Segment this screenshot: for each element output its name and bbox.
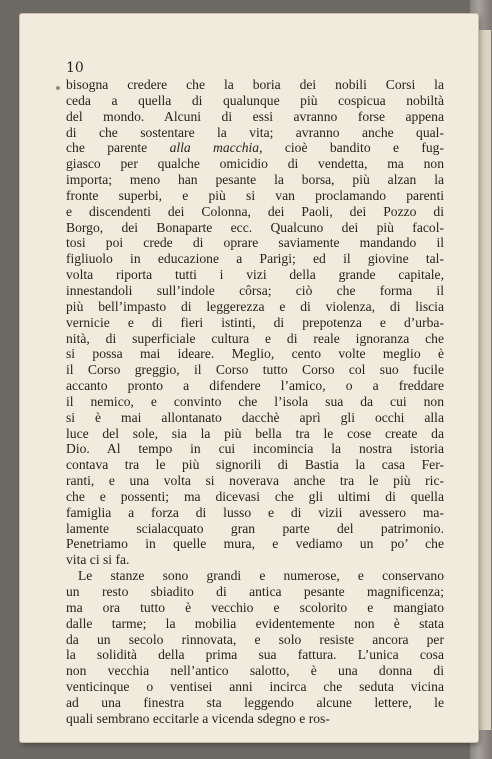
text-line: quali sembrano eccitarle a vicenda sdegno e ros- <box>66 710 330 726</box>
text-line: ad una finestra sta leggendo alcune lettere, le <box>66 694 444 710</box>
text-line: non vecchia nell’antico salotto, è una donna di <box>66 663 444 679</box>
text-line: luce del sole, sia la più bella tra le cose create da <box>66 425 444 441</box>
text-line: da un secolo rinnovata, e solo resiste ancora per <box>66 631 444 647</box>
text-line: bisogna credere che la boria dei nobili Corsi la <box>66 77 444 92</box>
text-line: ranti, e una volta si noverava anche tra le più ric- <box>66 473 444 489</box>
text-line: venticinque o ventisei anni incirca che seduta vicina <box>66 679 444 695</box>
text-line: contava tra le più signorili di Bastia la casa Fer- <box>66 457 444 473</box>
text-line: che e possenti; ma dicevasi che gli ultimi di quella <box>66 488 444 504</box>
text-line: si possa mai ideare. Meglio, cento volte meglio è <box>66 346 444 362</box>
text-line: Penetriamo in quelle mura, e vediamo un po’ che <box>66 536 444 552</box>
text-line: figliuolo in educazione a Parigi; ed il giovine tal- <box>66 251 444 267</box>
text-line: dalle tarme; la mobilia evidentemente non è stata <box>66 615 444 631</box>
text-line: vernicie e di fieri istinti, di prepotenza e d’urba- <box>66 314 444 330</box>
text-line: e discendenti dei Colonna, dei Paoli, dei Pozzo di <box>66 203 444 219</box>
text-line: del mondo. Alcuni di essi avranno forse appena <box>66 108 444 124</box>
ink-speck <box>56 86 60 90</box>
body-text <box>66 77 444 727</box>
text-line: innestandoli sull’indole côrsa; ciò che forma il <box>66 282 444 298</box>
text-line: ma ora tutto è vecchio e scolorito e mangiato <box>66 599 444 615</box>
text-line: Borgo, dei Bonaparte ecc. Qualcuno dei più facol- <box>66 219 444 235</box>
text-line: volta riporta tutti i vizi della grande capitale, <box>66 267 444 283</box>
page-number: 10 <box>66 60 84 76</box>
text-line: accanto pronto a difendere l’amico, o a freddare <box>66 378 444 394</box>
text-line: più bell’impasto di leggerezza e di violenza, di liscia <box>66 298 444 314</box>
text-line: un resto sbiadito di antica pesante magnificenza; <box>66 584 444 599</box>
text-line: tosi poi crede di oprare saviamente mandando il <box>66 235 444 251</box>
adjacent-page-edge <box>478 30 491 730</box>
text-line: il nemico, e convinto che l’isola sua da cui non <box>66 393 444 409</box>
text-line: giasco per qualche omicidio di vendetta, ma non <box>66 156 444 172</box>
text-line: fronte superbi, e più si van proclamando parenti <box>66 187 444 203</box>
text-line: si è mai allontanato dacchè aprì gli occhi alla <box>66 409 444 425</box>
text-line: la solidità della prima sua fattura. L’unica cosa <box>66 647 444 663</box>
text-line: di che sostentare la vita; avranno anche qual- <box>66 124 444 140</box>
text-line: vita ci si fa. <box>66 552 130 568</box>
text-line: famiglia a forza di lusso e di vizii avessero ma- <box>66 504 444 520</box>
text-line: ceda a quella di qualunque più cospicua nobiltà <box>66 92 444 108</box>
text-line: importa; meno han pesante la borsa, più alzan la <box>66 172 444 188</box>
text-line: lamente scialacquato gran parte del patrimonio. <box>66 520 444 536</box>
text-line: Dio. Al tempo in cui incomincia la nostra istoria <box>66 441 444 457</box>
text-line: il Corso greggio, il Corso tutto Corso col suo fucile <box>66 362 444 378</box>
text-line: Le stanze sono grandi e numerose, e conservano <box>78 568 444 584</box>
text-line: che parente alla macchia, cioè bandito e fug- <box>66 140 444 156</box>
text-line: nità, di superficiale cultura e di reale ignoranza che <box>66 330 444 346</box>
